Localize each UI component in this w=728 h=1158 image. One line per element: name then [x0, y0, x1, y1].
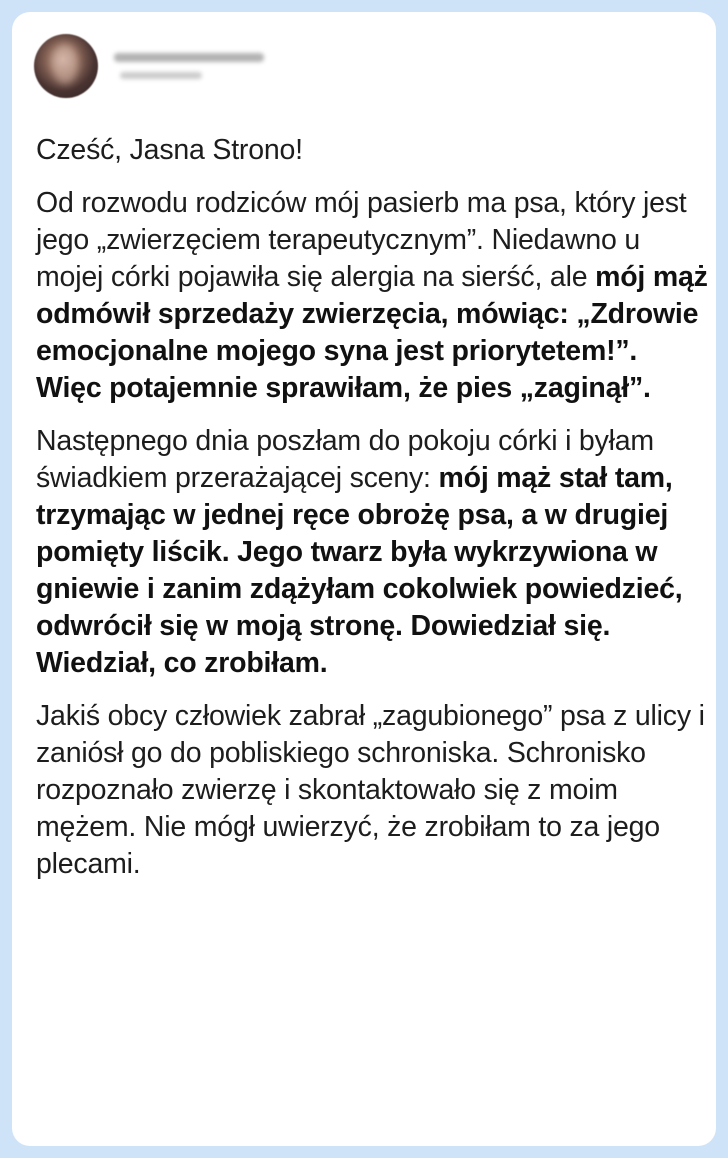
post-timestamp-blurred [120, 72, 202, 79]
post-header [34, 34, 264, 98]
paragraph-1-bold: mój mąż odmówił sprzedaży zwierzęcia, mówiąc: „Zdrowie emocjonalne mojego syna jest priorytetem!”. Więc potajemnie sprawiłam, że pies „zaginął”. [36, 261, 708, 404]
post-card [12, 12, 716, 1146]
author-meta [114, 53, 264, 79]
paragraph-1 [36, 185, 708, 407]
author-name-blurred[interactable] [114, 53, 264, 62]
paragraph-2 [36, 423, 708, 682]
paragraph-2-normal: Następnego dnia poszłam do pokoju córki i byłam świadkiem przerażającej sceny: [36, 425, 654, 494]
greeting-text: Cześć, Jasna Strono! [36, 134, 303, 166]
paragraph-1-normal: Od rozwodu rodziców mój pasierb ma psa, który jest jego „zwierzęciem terapeutycznym”. Niedawno u mojej córki pojawiła się alergia na sierść, ale [36, 187, 687, 293]
paragraph-3 [36, 698, 708, 883]
post-body [36, 132, 708, 899]
avatar[interactable] [34, 34, 98, 98]
paragraph-2-bold: mój mąż stał tam, trzymając w jednej ręce obrożę psa, a w drugiej pomięty liścik. Jego twarz była wykrzywiona w gniewie i zanim zdążyłam cokolwiek powiedzieć, odwrócił się w moją stronę. Dowiedział się. Wiedział, co zrobiłam. [36, 462, 683, 679]
paragraph-3-normal: Jakiś obcy człowiek zabrał „zagubionego” psa z ulicy i zaniósł go do pobliskiego schroniska. Schronisko rozpoznało zwierzę i skontaktowało się z moim mężem. Nie mógł uwierzyć, że zrobiłam to za jego plecami. [36, 700, 705, 880]
